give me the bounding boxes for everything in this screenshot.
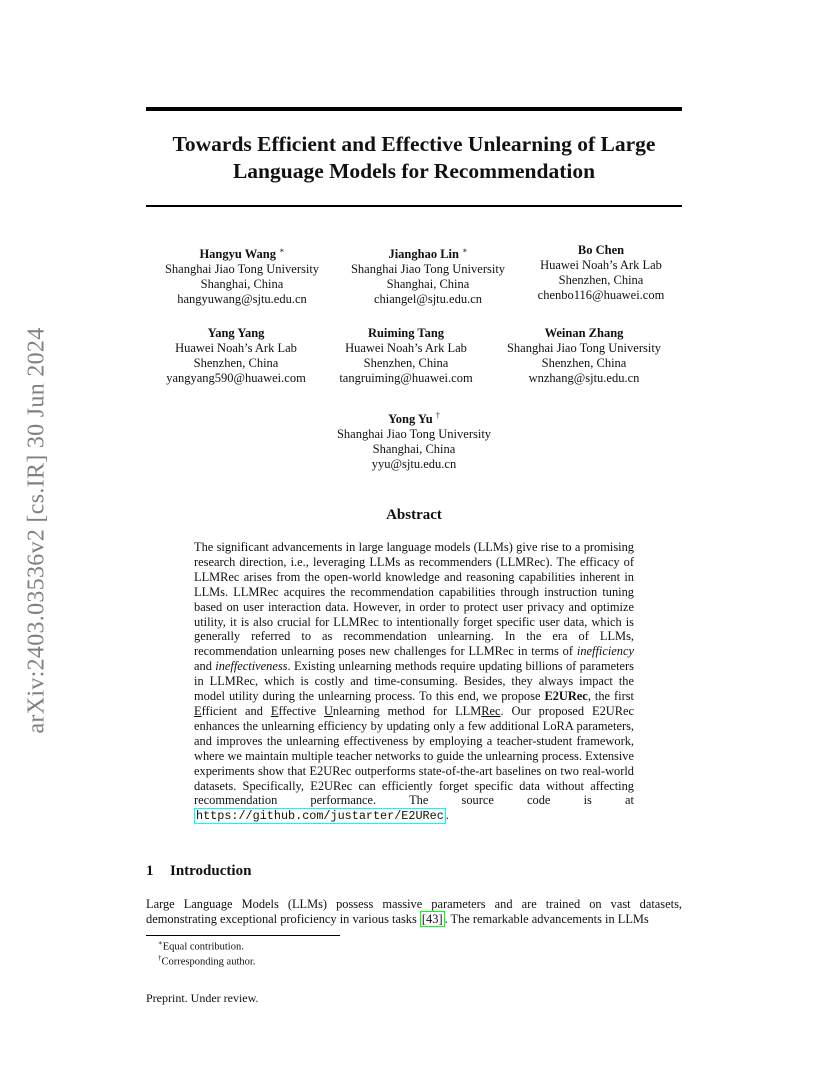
footnote-text: Equal contribution. [162,941,244,953]
author-location: Shanghai, China [200,277,284,292]
section-heading-introduction [146,863,251,880]
footnote-rule [146,935,340,936]
intro-text: . The remarkable advancements in LLMs [444,912,649,926]
abstract-emphasis: ineffectiveness [215,659,288,674]
abstract-emphasis: inefficiency [576,644,634,659]
arxiv-id-stamp: arXiv:2403.03536v2 [cs.IR] 30 Jun 2024 [23,326,50,734]
author-name: Jianghao Lin [388,247,459,262]
acronym-letter: U [323,703,333,718]
author-location: Shanghai, China [372,442,456,457]
abstract-heading: Abstract [386,507,442,523]
author-affiliation: Shanghai Jiao Tong University [336,427,492,442]
author-block [501,243,701,303]
author-location: Shenzhen, China [558,273,644,287]
source-code-link[interactable]: https://github.com/justarter/E2URec [196,809,444,824]
author-email: chiangel@sjtu.edu.cn [373,292,482,307]
author-location: Shenzhen, China [193,356,279,370]
author-email: yangyang590@huawei.com [166,371,306,385]
abstract-body [194,540,634,824]
author-email: tangruiming@huawei.com [339,371,473,385]
author-affiliation: Huawei Noah’s Ark Lab [345,341,467,355]
section-title: Introduction [170,863,252,879]
author-block [328,243,528,307]
footnote-mark: ∗ [158,939,163,947]
citation-link[interactable]: [43] [421,912,443,926]
abstract-text: . [445,808,449,823]
abstract-text: . Our proposed E2URec enhances the unlearning efficiency by updating only a few additional LoRA parameters, and improves the unlearning effectiveness by employing a teacher-student framework, where we maintain multiple teacher networks to guide the unlearning process. Extensive experiments show that E2URec outperforms state-of-the-art baselines on two real-world datasets. Specifically, E2URec can efficiently forget specific data without affecting recommendation performance. The source code is at [194,703,634,808]
abstract-text: nlearning method for LLM [332,703,482,718]
abstract-paragraph [194,540,634,824]
author-name: Hangyu Wang [199,247,276,262]
author-location: Shenzhen, China [541,356,627,370]
author-name: Yong Yu [388,412,433,427]
arxiv-sidebar [20,300,54,760]
abstract-text: , the first [587,689,634,704]
author-mark: † [435,411,440,420]
acronym-letter: E [194,703,202,718]
author-block [314,408,514,472]
author-mark: ∗ [279,246,285,255]
author-block [142,243,342,307]
acronym-letter: E [270,703,279,718]
author-affiliation: Huawei Noah’s Ark Lab [175,341,297,355]
title-line-2: Language Models for Recommendation [232,159,596,183]
author-affiliation: Shanghai Jiao Tong University [506,341,662,355]
title-top-rule [146,107,682,111]
author-block [306,326,506,386]
title-bottom-rule [146,205,682,207]
author-location: Shenzhen, China [363,356,449,370]
abstract-text: and [194,659,212,674]
author-block [484,326,684,386]
author-location: Shanghai, China [386,277,470,292]
abstract-text: . Existing unlearning methods require updating billions of parameters in LLMRec, which is costly and time-consuming. Besides, they always impact the model utility during the unlearning process. To this end, we propose [194,659,634,704]
author-affiliation: Shanghai Jiao Tong University [350,262,506,277]
author-email: yyu@sjtu.edu.cn [371,457,457,472]
footnote [158,952,255,969]
intro-text: Large Language Models (LLMs) possess massive parameters and are trained on vast datasets, demonstrating exceptional proficiency in various tasks [146,897,682,926]
preprint-note: Preprint. Under review. [146,991,259,1005]
acronym-letter: Rec [481,703,501,718]
author-email: hangyuwang@sjtu.edu.cn [177,292,307,307]
method-name: E2URec [544,689,588,704]
author-affiliation: Shanghai Jiao Tong University [164,262,320,277]
paper-title [146,131,682,185]
author-name: Bo Chen [577,243,625,257]
abstract-text: ffective [278,703,317,718]
author-name: Weinan Zhang [544,326,624,340]
author-name: Yang Yang [207,326,265,340]
author-email: chenbo116@huawei.com [537,288,665,302]
author-name: Ruiming Tang [367,326,445,340]
author-affiliation: Huawei Noah’s Ark Lab [540,258,662,272]
footnote-mark: † [158,954,162,962]
footnote-text: Corresponding author. [161,956,256,968]
introduction-body [146,897,682,927]
author-email: wnzhang@sjtu.edu.cn [528,371,640,385]
section-number: 1 [146,863,154,879]
author-mark: ∗ [462,246,468,255]
title-line-1: Towards Efficient and Effective Unlearning of Large [172,132,656,156]
abstract-text: The significant advancements in large language models (LLMs) give rise to a promising research direction, i.e., leveraging LLMs as recommenders (LLMRec). The efficacy of LLMRec arises from the open-world knowledge and reasoning capabilities inherent in LLMs. LLMRec acquires the recommendation capabilities through instruction tuning based on user interaction data. However, in order to protect user privacy and optimize utility, it is also crucial for LLMRec to intentionally forget specific user data, which is generally referred to as recommendation unlearning. In the era of LLMs, recommendation unlearning poses new challenges for LLMRec in terms of [194,540,634,659]
introduction-paragraph [146,897,682,927]
abstract-text: fficient and [201,703,263,718]
